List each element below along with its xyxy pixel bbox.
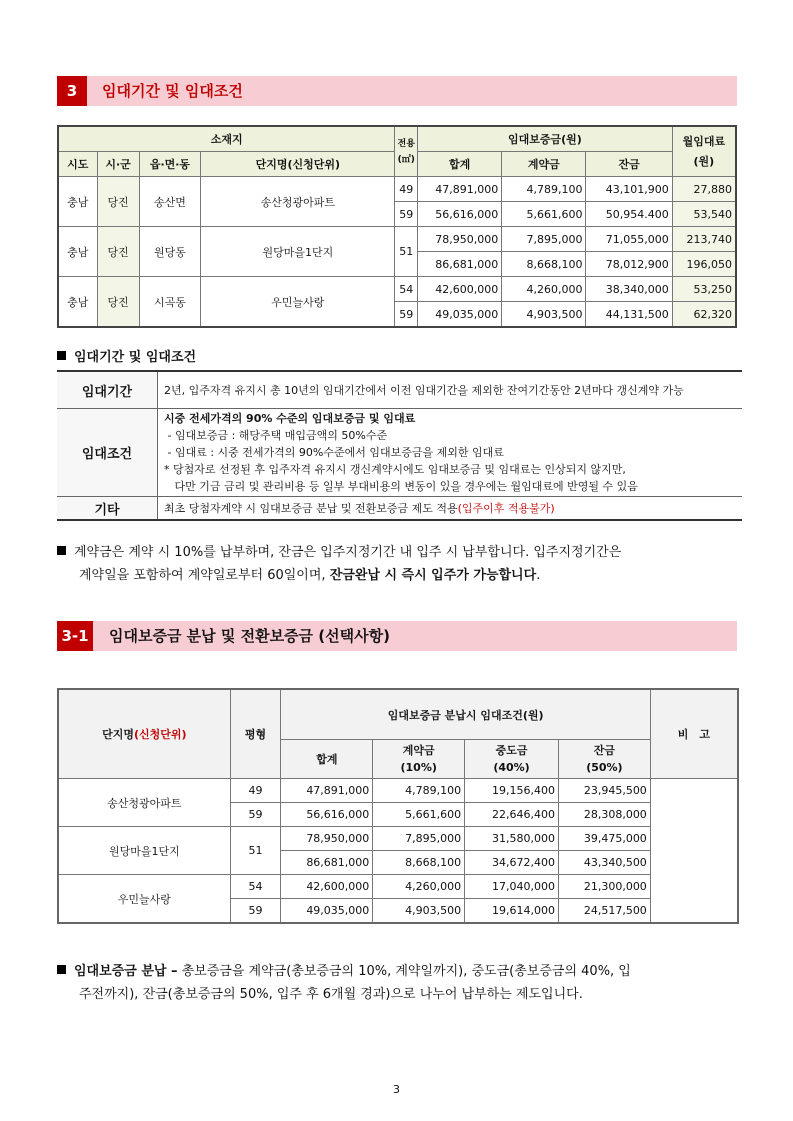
- cell-balance: 43,101,900: [586, 177, 672, 202]
- header-middle-text: 중도금: [495, 744, 528, 758]
- cell-contract: 4,789,100: [373, 779, 465, 803]
- section-number: 3-1: [57, 621, 93, 651]
- cell-type: 49: [230, 779, 281, 803]
- cell-contract: 4,903,500: [373, 899, 465, 924]
- contract-note: [57, 541, 745, 587]
- cell-balance: 38,340,000: [586, 277, 672, 302]
- cell-balance: 50,954.400: [586, 202, 672, 227]
- header-balance: 잔금: [586, 152, 672, 177]
- cell-rent: 53,540: [672, 202, 736, 227]
- cell-complex: 우민늘사랑: [58, 875, 230, 924]
- cell-balance: 43,340,500: [558, 851, 650, 875]
- cell-type: 54: [230, 875, 281, 899]
- cell-complex: 원당마을1단지: [201, 227, 395, 277]
- cell-rent: 196,050: [672, 252, 736, 277]
- header-balance-text: 잔금: [593, 744, 616, 758]
- table-row: [58, 277, 736, 302]
- header-complex: [58, 689, 230, 779]
- cell-balance: 21,300,000: [558, 875, 650, 899]
- header-middle-pct: (40%): [493, 761, 530, 775]
- cell-contract: 4,789,100: [502, 177, 586, 202]
- page-number: 3: [393, 1083, 400, 1096]
- cell-contract: 4,260,000: [373, 875, 465, 899]
- cell-sigungu: 당진: [97, 177, 139, 227]
- table-row: [58, 875, 738, 899]
- header-sido: 시도: [58, 152, 97, 177]
- cell-balance: 23,945,500: [558, 779, 650, 803]
- note-line: 총보증금을 계약금(총보증금의 10%, 계약일까지), 중도금(총보증금의 40%, 입: [177, 964, 631, 979]
- etc-label: 기타: [57, 497, 158, 521]
- condition-line: 다만 기금 금리 및 관리비용 등 일부 부대비용의 변동이 있을 경우에는 월임대료에 반영될 수 있음: [164, 480, 638, 493]
- cell-sido: 충남: [58, 227, 97, 277]
- header-rent-top: 월임대료: [682, 134, 726, 148]
- condition-line: - 임대료 : 시중 전세가격의 90%수준에서 임대보증금을 제외한 임대료: [164, 446, 504, 459]
- section-title: 임대기간 및 임대조건: [102, 82, 243, 100]
- note-end: .: [536, 568, 541, 583]
- cell-balance: 71,055,000: [586, 227, 672, 252]
- cell-sigungu: 당진: [97, 227, 139, 277]
- table-row: [58, 827, 738, 851]
- note-line: 계약금은 계약 시 10%를 납부하며, 잔금은 입주지정기간 내 입주 시 납부합니다. 입주지정기간은: [74, 545, 622, 560]
- cell-balance: 28,308,000: [558, 803, 650, 827]
- cell-middle: 22,646,400: [465, 803, 559, 827]
- cell-total: 78,950,000: [418, 227, 502, 252]
- installment-table: [57, 688, 739, 924]
- section-title: 임대보증금 분납 및 전환보증금 (선택사항): [109, 627, 390, 645]
- etc-red-text: (입주이후 적용불가): [457, 501, 555, 515]
- cell-rent: 53,250: [672, 277, 736, 302]
- header-balance: [558, 740, 650, 779]
- cell-contract: 5,661,600: [502, 202, 586, 227]
- header-complex: 단지명(신청단위): [201, 152, 395, 177]
- cell-sido: 충남: [58, 277, 97, 328]
- cell-contract: 4,260,000: [502, 277, 586, 302]
- cell-total: 78,950,000: [281, 827, 373, 851]
- header-rent: [672, 126, 736, 177]
- header-area: [395, 126, 418, 177]
- cell-sido: 충남: [58, 177, 97, 227]
- cell-total: 47,891,000: [418, 177, 502, 202]
- note-bold: 임대보증금 분납 –: [74, 964, 178, 979]
- cell-contract: 7,895,000: [373, 827, 465, 851]
- header-contract-text: 계약금: [402, 744, 435, 758]
- cell-type: 59: [230, 899, 281, 924]
- cell-total: 49,035,000: [281, 899, 373, 924]
- header-complex-red: (신청단위): [133, 728, 187, 741]
- cell-complex: 우민늘사랑: [201, 277, 395, 328]
- header-contract: 계약금: [502, 152, 586, 177]
- cell-area: 54: [395, 277, 418, 302]
- etc-main-text: 최초 당첨자계약 시 임대보증금 분납 및 전환보증금 제도 적용: [164, 501, 458, 515]
- cell-balance: 24,517,500: [558, 899, 650, 924]
- cell-type: 59: [230, 803, 281, 827]
- cell-total: 86,681,000: [418, 252, 502, 277]
- header-middle: [465, 740, 559, 779]
- cell-complex: 송산청광아파트: [58, 779, 230, 827]
- cell-type: 51: [230, 827, 281, 875]
- subheading-rental-conditions: [57, 346, 196, 365]
- cell-total: 86,681,000: [281, 851, 373, 875]
- header-deposit: 임대보증금(원): [418, 126, 673, 152]
- period-text: 2년, 입주자격 유지시 총 10년의 임대기간에서 이전 임대기간을 제외한 잔여기간동안 2년마다 갱신계약 가능: [158, 371, 743, 409]
- condition-label: 임대조건: [57, 409, 158, 497]
- cell-middle: 19,156,400: [465, 779, 559, 803]
- condition-line: 시중 전세가격의 90% 수준의 임대보증금 및 임대료: [164, 412, 416, 425]
- cell-complex: 송산청광아파트: [201, 177, 395, 227]
- rental-conditions-table: [57, 370, 742, 521]
- cell-contract: 4,903,500: [502, 302, 586, 328]
- header-total: 합계: [418, 152, 502, 177]
- cell-middle: 31,580,000: [465, 827, 559, 851]
- table-row: [58, 177, 736, 202]
- header-contract: [373, 740, 465, 779]
- condition-line: * 당첨자로 선정된 후 입주자격 유지시 갱신계약시에도 임대보증금 및 임대료는 인상되지 않지만,: [164, 463, 626, 476]
- cell-sigungu: 당진: [97, 277, 139, 328]
- period-label: 임대기간: [57, 371, 158, 409]
- header-area-unit: (㎡): [397, 154, 415, 165]
- square-bullet-icon: [57, 351, 66, 360]
- section-3-header: [57, 76, 737, 106]
- etc-text: [158, 497, 743, 521]
- cell-middle: 34,672,400: [465, 851, 559, 875]
- cell-contract: 5,661,600: [373, 803, 465, 827]
- cell-rent: 62,320: [672, 302, 736, 328]
- cell-area: 59: [395, 302, 418, 328]
- condition-line: - 임대보증금 : 해당주택 매입금액의 50%수준: [164, 429, 388, 442]
- cell-total: 56,616,000: [418, 202, 502, 227]
- square-bullet-icon: [57, 965, 66, 974]
- cell-middle: 19,614,000: [465, 899, 559, 924]
- header-type: 평형: [230, 689, 281, 779]
- cell-area: 59: [395, 202, 418, 227]
- cell-rent: 213,740: [672, 227, 736, 252]
- cell-total: 42,600,000: [281, 875, 373, 899]
- header-eup: 읍·면·동: [139, 152, 201, 177]
- cell-total: 56,616,000: [281, 803, 373, 827]
- header-contract-pct: (10%): [400, 761, 437, 775]
- cell-area: 49: [395, 177, 418, 202]
- cell-total: 47,891,000: [281, 779, 373, 803]
- table-row: [58, 227, 736, 252]
- cell-total: 49,035,000: [418, 302, 502, 328]
- cell-contract: 8,668,100: [502, 252, 586, 277]
- cell-middle: 17,040,000: [465, 875, 559, 899]
- header-area-top: 전용: [397, 138, 415, 149]
- cell-complex: 원당마을1단지: [58, 827, 230, 875]
- cell-contract: 7,895,000: [502, 227, 586, 252]
- section-number: 3: [57, 76, 87, 106]
- cell-note: [650, 779, 738, 924]
- cell-balance: 44,131,500: [586, 302, 672, 328]
- cell-eup: 시곡동: [139, 277, 201, 328]
- cell-eup: 송산면: [139, 177, 201, 227]
- table-row: [58, 779, 738, 803]
- header-rent-unit: (원): [693, 154, 715, 168]
- subheading-text: 임대기간 및 임대조건: [74, 350, 197, 365]
- header-location: 소재지: [58, 126, 395, 152]
- cell-contract: 8,668,100: [373, 851, 465, 875]
- header-total: 합계: [281, 740, 373, 779]
- cell-area: 51: [395, 227, 418, 277]
- cell-rent: 27,880: [672, 177, 736, 202]
- cell-balance: 39,475,000: [558, 827, 650, 851]
- header-group: 임대보증금 분납시 임대조건(원): [281, 689, 650, 740]
- header-sigungu: 시·군: [97, 152, 139, 177]
- cell-eup: 원당동: [139, 227, 201, 277]
- condition-text: [158, 409, 743, 497]
- note-line: 계약일을 포함하여 계약일로부터 60일이며,: [79, 568, 326, 583]
- note-bold: 잔금완납 시 즉시 입주가 가능합니다: [329, 568, 537, 583]
- header-complex-text: 단지명: [102, 728, 134, 741]
- cell-total: 42,600,000: [418, 277, 502, 302]
- cell-balance: 78,012,900: [586, 252, 672, 277]
- header-balance-pct: (50%): [586, 761, 623, 775]
- note-line: 주전까지), 잔금(총보증금의 50%, 입주 후 6개월 경과)으로 나누어 납부하는 제도입니다.: [79, 987, 583, 1002]
- square-bullet-icon: [57, 546, 66, 555]
- header-note: 비 고: [650, 689, 738, 779]
- installment-note: [57, 960, 745, 1006]
- rent-deposit-table: [57, 125, 737, 328]
- section-3-1-header: [57, 621, 737, 651]
